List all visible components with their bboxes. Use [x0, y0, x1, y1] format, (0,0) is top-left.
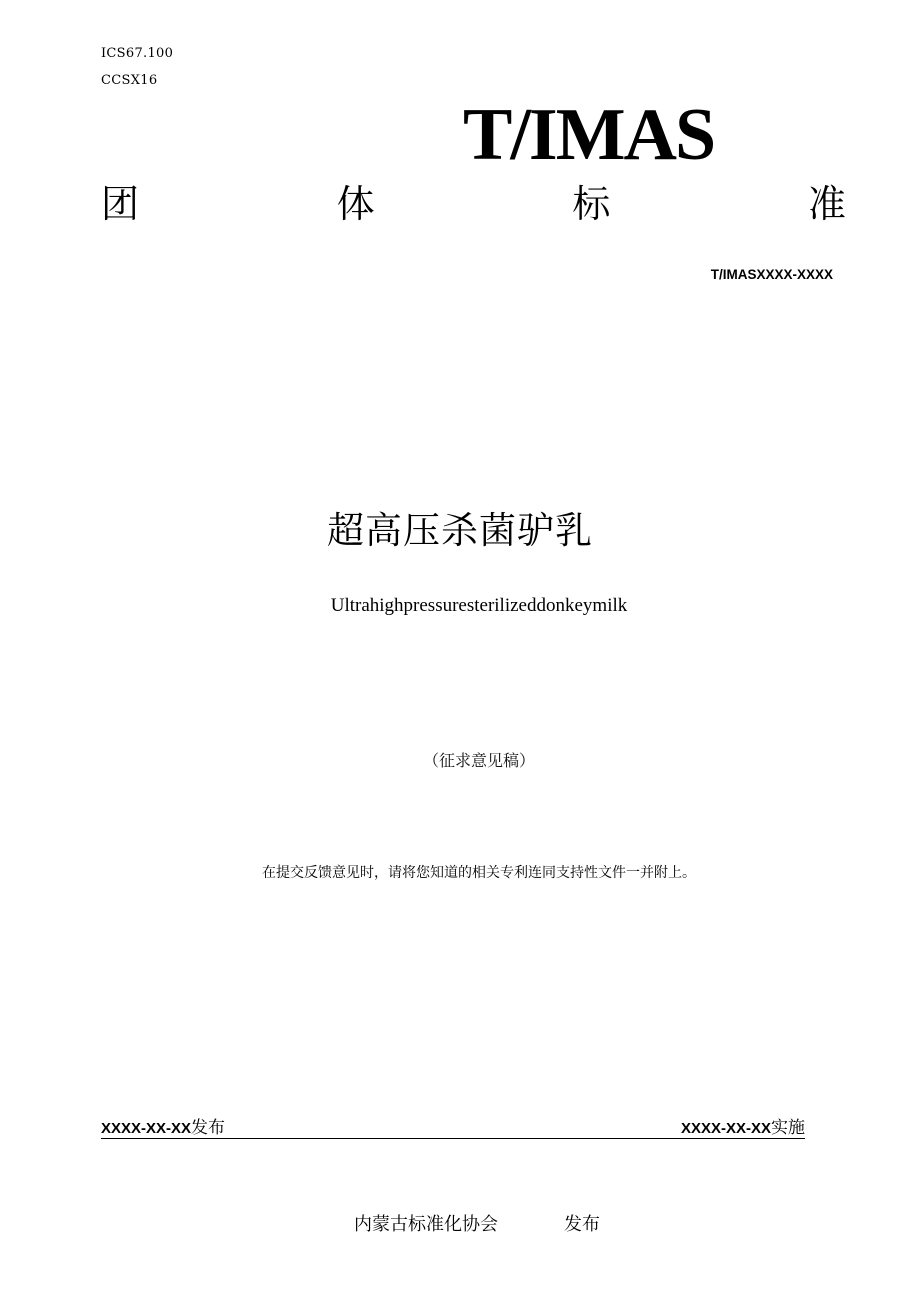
- title-chinese: 超高压杀菌驴乳: [327, 511, 593, 552]
- publish-date-value: XXXX-XX-XX: [101, 1120, 192, 1137]
- document-number: T/IMASXXXX-XXXX: [710, 267, 833, 282]
- standard-type-char-2: 体: [336, 184, 375, 226]
- issuer-name: 内蒙古标准化协会: [354, 1214, 498, 1234]
- implement-date: [681, 1113, 805, 1138]
- publish-date: [101, 1113, 225, 1138]
- title-english: Ultrahighpressuresterilizeddonkeymilk: [330, 595, 628, 616]
- standard-type-char-4: 准: [807, 184, 846, 226]
- patent-notice: 在提交反馈意见时，请将您知道的相关专利连同支持性文件一并附上。: [262, 864, 696, 880]
- draft-status: （征求意见稿）: [422, 753, 535, 770]
- publish-label: 发布: [191, 1118, 226, 1137]
- date-line: [101, 1114, 805, 1139]
- standard-type-char-3: 标: [572, 184, 611, 226]
- ics-code: ICS67.100: [101, 46, 174, 61]
- standard-logo: T/IMAS: [463, 94, 715, 176]
- ccs-code: CCSX16: [101, 73, 158, 88]
- implement-label: 实施: [771, 1118, 805, 1137]
- standard-type: [101, 186, 846, 224]
- implement-date-value: XXXX-XX-XX: [680, 1120, 771, 1137]
- issue-label: 发布: [564, 1214, 600, 1234]
- standard-type-char-1: 团: [101, 184, 140, 226]
